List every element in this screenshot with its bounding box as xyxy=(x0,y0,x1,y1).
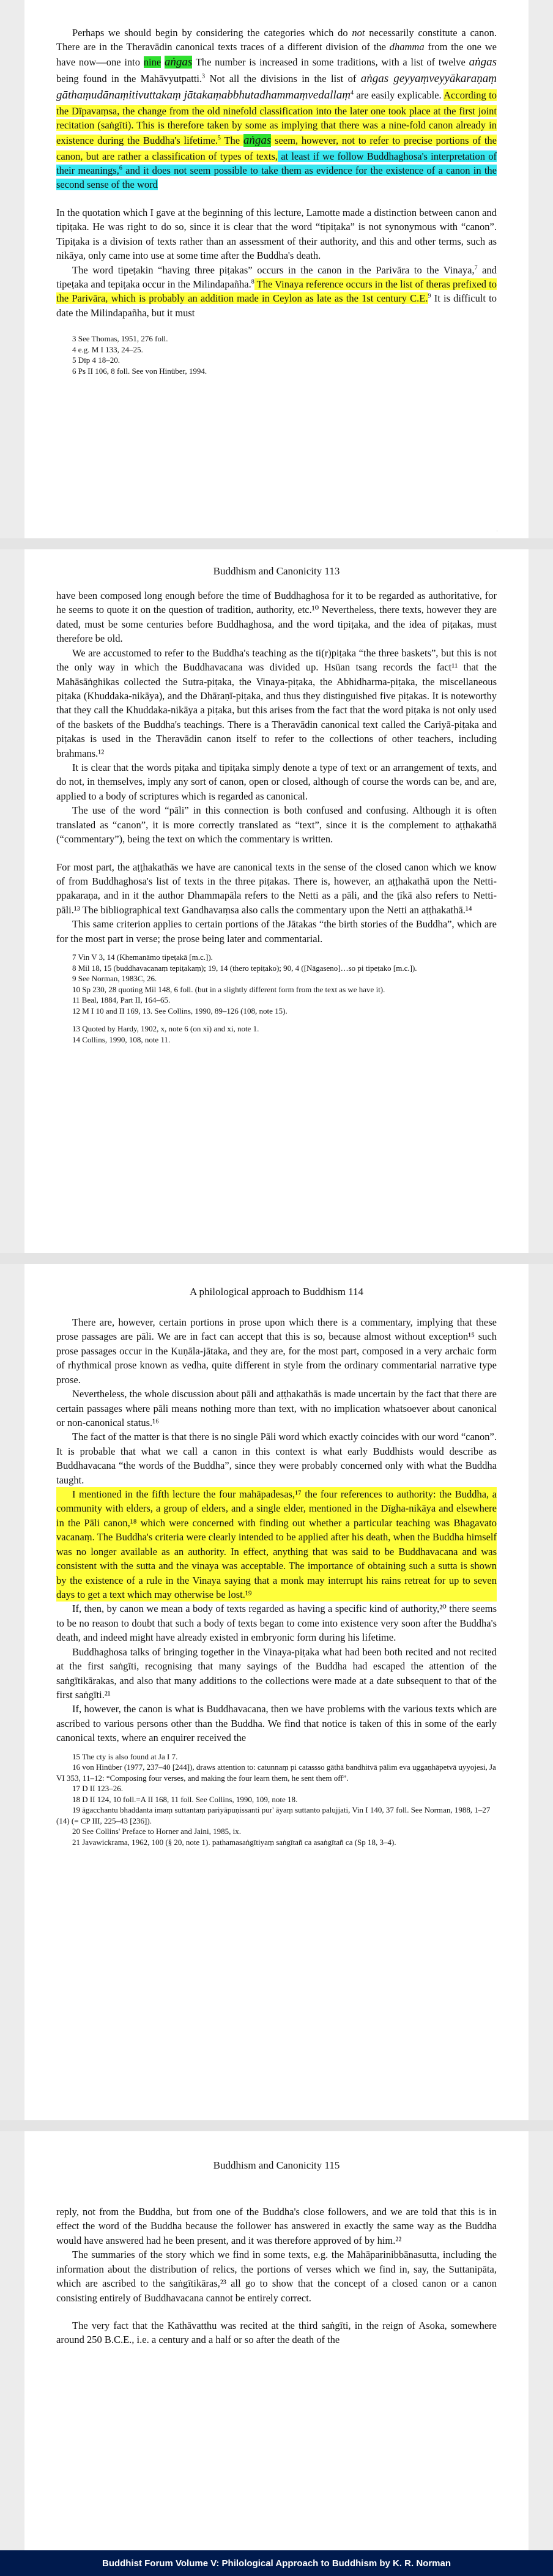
paragraph: For most part, the aṭṭhakathās we have are canonical texts in the sense of the closed canon which we know of from Buddhaghosa's list of texts in the three piṭakas. There is, however, an aṭṭhakathā upon the Netti-ppakaraṇa, and in it the author Dhammapāla refers to the Netti as a pāli, and the ṭīkā also refers to Netti-pāli.¹³ The bibliographical text Gandhavaṃsa also calls the commentary upon the Netti an aṭṭhakathā.¹⁴ xyxy=(56,861,497,916)
footnotes: 15 The cty is also found at Ja I 7. 16 von Hinüber (1977, 237–40 [244]), draws attention to: catunnaṃ pi catassso gāthā bandhitvā pālim eva uggaṇhāpetvā uyyojesi, Ja VI 353, 11–12: “Composing four verses, and making the four learn them, he sent them off”. 17 D II 123–26. 18 D II 124, 10 foll.=A II 168, 11 foll. See Collins, 1990, 109, note 18. 19 āgacchantu bhaddanta imaṃ suttantaṃ pariyāpuṇissanti pur' āyaṃ suttanto palujjati, Vin I 140, 37 foll. See Norman, 1988, 1–27 (14) (= CP III, 225–43 [236]). 20 See Collins' Preface to Horner and Jaini, 1985, ix. 21 Javawickrama, 1962, 100 (§ 20, note 1). pathamasaṅgītiyaṃ saṅgītañ ca asaṅgītañ ca (Sp 18, 3–4). xyxy=(56,1751,496,1847)
paragraph: If, however, the canon is what is Buddhavacana, then we have problems with the various texts which are ascribed to various persons other than the Buddha. We find that notice is taken of this in some of the early canonical texts, where an enquirer received the xyxy=(56,1703,497,1744)
footnotes: 3 See Thomas, 1951, 276 foll. 4 e.g. M I 133, 24–25. 5 Dīp 4 18–20. 6 Ps II 106, 8 foll. See von Hinüber, 1994. xyxy=(72,334,207,376)
paragraph: If, then, by canon we mean a body of texts regarded as having a specific kind of authority,²⁰ there seems to be no reason to doubt that such a body of texts began to come into existence very soon after the Buddha's death, and indeed might have already existed in embryonic form during his lifetime. xyxy=(56,1603,497,1644)
paragraph: The summaries of the story which we find in some texts, e.g. the Mahāparinibbānasutta, including the information about the distribution of relics, the portions of verses which we find in, say, the Suttanipāta, which are ascribed to the saṅgītikāras,²³ all go to show that the concept of a closed canon or a canon consisting entirely of Buddhavacana cannot be entirely correct. xyxy=(56,2249,497,2304)
page-header: A philological approach to Buddhism 114 xyxy=(189,1286,364,1297)
paragraph: The very fact that the Kathāvatthu was recited at the third saṅgīti, in the reign of Asoka, somewhere around 250 B.C.E., i.e. a century and a half or so after the death of the xyxy=(56,2319,497,2346)
page-115 xyxy=(24,2131,529,2550)
paragraph: Nevertheless, the whole discussion about pāli and aṭṭhakathās is made uncertain by the fact that there are certain passages where pāli means nothing more than text, with no implication whatsoever about canonical or non-canonical status.¹⁶ xyxy=(56,1388,497,1428)
paragraph: reply, not from the Buddha, but from one of the Buddha's close followers, and we are told that this is in effect the word of the Buddha because the follower has answered in exactly the same way as the Buddha would have answered had he been present, and it was therefore approved of by him.²² xyxy=(56,2206,497,2246)
paragraph: It is clear that the words piṭaka and tipiṭaka simply denote a type of text or an arrangement of texts, and do not, in themselves, imply any sort of canon, open or closed, although of course the words can be, and are, applied to a body of scriptures which is regarded as canonical. xyxy=(56,762,497,802)
paragraph: Buddhaghosa talks of bringing together in the Vinaya-piṭaka what had been both recited and not recited at the first saṅgīti, recognising that many sayings of the Buddha had escaped the attention of the saṅgītikārakas, and also that many additions to the collections were made at a date subsequent to that of the first saṅgīti.²¹ xyxy=(56,1646,497,1701)
page-114 xyxy=(24,1264,529,2120)
highlight: According to the Dīpavaṃsa, the change from the old ninefold classification into the later one took place at the first joint recitation (saṅgīti). This is therefore taken by some as implying that there was a nine-fold canon already in existence during the Buddha's lifetime.$^5$ The aṅgas seem, however, not to refer to precise portions of the canon, but are rather a classification of types of texts, xyxy=(56,89,497,162)
paragraph: This same criterion applies to certain portions of the Jātakas “the birth stories of the Buddha”, which are for the most part in verse; the prose being later and commentarial. xyxy=(56,918,497,945)
page-113 xyxy=(24,549,529,1253)
footer-banner: Buddhist Forum Volume V: Philological Approach to Buddhism by K. R. Norman xyxy=(0,2550,553,2576)
paragraph: The word tipeṭakin “having three piṭakas” occurs in the canon in the Parivāra to the Vinaya,$^7$ and tipeṭaka and tepiṭaka occur in the Milindapañha.$^8$ The Vinaya reference occurs in the list of theras prefixed to the Parivāra, which is probably an addition made in Ceylon as late as the 1st century C.E.$^9$ It is difficult to date the Milindapañha, but it must xyxy=(56,264,497,319)
page-header: Buddhism and Canonicity 113 xyxy=(213,565,340,577)
page-header: Buddhism and Canonicity 115 xyxy=(213,2159,340,2171)
paragraph: We are accustomed to refer to the Buddha's teaching as the ti(r)piṭaka “the three baskets”, but this is not the only way in which the Buddhavacana was divided up. Hsüan tsang records the fact¹¹ that the Mahāsāṅghikas collected the Sutra-piṭaka, the Vinaya-piṭaka, the Abhidharma-piṭaka, the miscellaneous piṭaka (Khuddaka-nikāya), and the Dhāraṇī-piṭaka, and thus they distinguished five piṭakas. It is noteworthy that they call the Khuddaka-nikāya a piṭaka, but this arises from the fact that the word piṭaka is not only used of the baskets of the Buddha's teachings. There is a Theravādin canonical text called the Cariyā-piṭaka and piṭakas is used in the Theravādin canon itself to refer to the collections of other teachers, including brahmans.¹² xyxy=(56,647,497,759)
paragraph: The use of the word “pāli” in this connection is both confused and confusing. Although it is often translated as “canon”, it is more correctly translated as “text”, since it is the complement to aṭṭhakathā (“commentary”), being the text on which the commentary is written. xyxy=(56,804,497,845)
paragraph: Perhaps we should begin by considering the categories which do not necessarily constitute a canon. There are in the Theravādin canonical texts traces of a different division of the dhamma from the one we have now—one into nine aṅgas The number is increased in some traditions, with a list of twelve aṅgas being found in the Mahāvyutpatti.$^3$ Not all the divisions in the list of aṅgas geyyaṃveyyākaraṇaṃ gāthaṃudānaṃitivuttakaṃ jātakaṃabbhutadhammaṃvedallaṃ$^4$ are easily explicable. According to the Dīpavaṃsa, the change from the old ninefold classification into the later one took place at the first joint recitation (saṅgīti). This is therefore taken by some as implying that there was a nine-fold canon already in existence during the Buddha's lifetime.$^5$ The aṅgas seem, however, not to refer to precise portions of the canon, but are rather a classification of types of texts, at least if we follow Buddhaghosa's interpretation of their meanings,$^6$ and it does not seem possible to take them as evidence for the existence of a canon in the second sense of the word xyxy=(56,27,497,191)
paragraph: In the quotation which I gave at the beginning of this lecture, Lamotte made a distinction between canon and tipiṭaka. He was right to do so, since it is clear that the word “tipiṭaka” is not synonymous with “canon”. Tipiṭaka is a division of texts rather than an assessment of their authority, and this and other terms, such as nikāya, only came into use at some time after the Buddha's death. xyxy=(56,206,497,262)
highlight: at least if we follow Buddhaghosa's interpretation of their meanings,$^6$ and it does not seem possible to take them as evidence for the existence of a canon in the second sense of the word xyxy=(56,150,497,191)
paragraph: The fact of the matter is that there is no single Pāli word which exactly coincides with our word “canon”. It is probable that what we call a canon in this context is what early Buddhists would describe as Buddhavacana “the words of the Buddha”, since they were probably concerned only with what the Buddha taught. xyxy=(56,1431,497,1486)
page-112: Perhaps we should begin by considering the categories which do not necessarily constitute a canon. There are in the Theravādin canonical texts traces of a different division of the dhamma from the one we have now—one into nine aṅgas The number is increased in some traditions, with a list of twelve aṅgas being found in the Mahāvyutpatti.$^3$ Not all the divisions in the list of aṅgas geyyaṃveyyākaraṇaṃ gāthaṃudānaṃitivuttakaṃ jātakaṃabbhutadhammaṃvedallaṃ$^4$ are easily explicable. According to the Dīpavaṃsa, the change from the old ninefold classification into the later one took place at the first joint recitation (saṅgīti). This is therefore taken by some as implying that there was a nine-fold canon already in existence during the Buddha's lifetime.$^5$ The aṅgas seem, however, not to refer to precise portions of the canon, but are rather a classification of types of texts, at least if we follow Buddhaghosa's interpretation of their meanings,$^6$ and it does not seem possible to take them as evidence for the existence of a canon in the second sense of the word In the quotation which I gave at the beginning of this lecture, Lamotte made a distinction between canon and tipiṭaka. He was right to do so, since it is clear that the word “tipiṭaka” is not synonymous with “canon”. Tipiṭaka is a division of texts rather than an assessment of their authority, and this and other terms, such as nikāya, only came into use at some time after the Buddha's death. The word tipeṭakin “having three piṭakas” occurs in the canon in the Parivāra to the Vinaya,$^7$ and tipeṭaka and tepiṭaka occur in the Milindapañha.$^8$ The Vinaya reference occurs in the list of theras prefixed to the Parivāra, which is probably an addition made in Ceylon as late as the 1st century C.E.$^9$ It is difficult to date the Milindapañha, but it must 3 See Thomas, 1951, 276 foll. 4 e.g. M I 133, 24–25. 5 Dīp 4 18–20. 6 Ps II 106, 8 foll. See von Hinüber, 1994. · xyxy=(24,0,529,538)
paragraph: have been composed long enough before the time of Buddhaghosa for it to be regarded as authoritative, for he seems to quote it on the question of tradition, authority, etc.¹⁰ Nevertheless, there texts, however they are dated, must be some centuries before Buddhaghosa, and the word tipiṭaka, and the idea of piṭakas, must therefore be old. xyxy=(56,590,497,645)
highlight: I mentioned in the fifth lecture the four mahāpadesas,¹⁷ the four references to authority: the Buddha, a community with elders, a group of elders, and a single elder, mentioned in the Dīgha-nikāya and elsewhere in the Pāli canon,¹⁸ which were concerned with finding out whether a particular teaching was Bhagavato vacanaṃ. The Buddha's criteria were clearly intended to be applied after his death, when the Buddha himself was no longer available as an authority. In effect, anything that was said to be Buddhavacana and was consistent with the sutta and the vinaya was acceptable. The importance of obtaining such a sutta is shown by the existence of a rule in the Vinaya saying that a monk may interrupt his rains retreat for up to seven days to get a text which may otherwise be lost.¹⁹ xyxy=(56,1487,497,1602)
footnotes: 7 Vin V 3, 14 (Khemanāmo tipeṭakā [m.c.]). 8 Mil 18, 15 (buddhavacanaṃ tepiṭakaṃ); 19, 14 (thero tepiṭako); 90, 4 ([Nāgaseno]…so pi tipeṭako [m.c.]). 9 See Norman, 1983C, 26. 10 Sp 230, 28 quoting Mil 148, 6 foll. (but in a slightly different form from the text as we have it). 11 Beal, 1884, Part II, 164–65. 12 M I 10 and II 169, 13. See Collins, 1990, 89–126 (108, note 15). 13 Quoted by Hardy, 1902, x, note 6 (on xi) and xi, note 1. 14 Collins, 1990, 108, note 11. xyxy=(72,952,417,1044)
paragraph: There are, however, certain portions in prose upon which there is a commentary, implying that these prose passages are pāli. We are in fact can accept that this is so, because almost without exception¹⁵ such prose passages occur in the Kuṇāla-jātaka, and they are, for the most part, composed in a very archaic form of rhythmical prose known as vedha, quite different in style from the ordinary commentarial narrative type prose. xyxy=(56,1316,497,1386)
